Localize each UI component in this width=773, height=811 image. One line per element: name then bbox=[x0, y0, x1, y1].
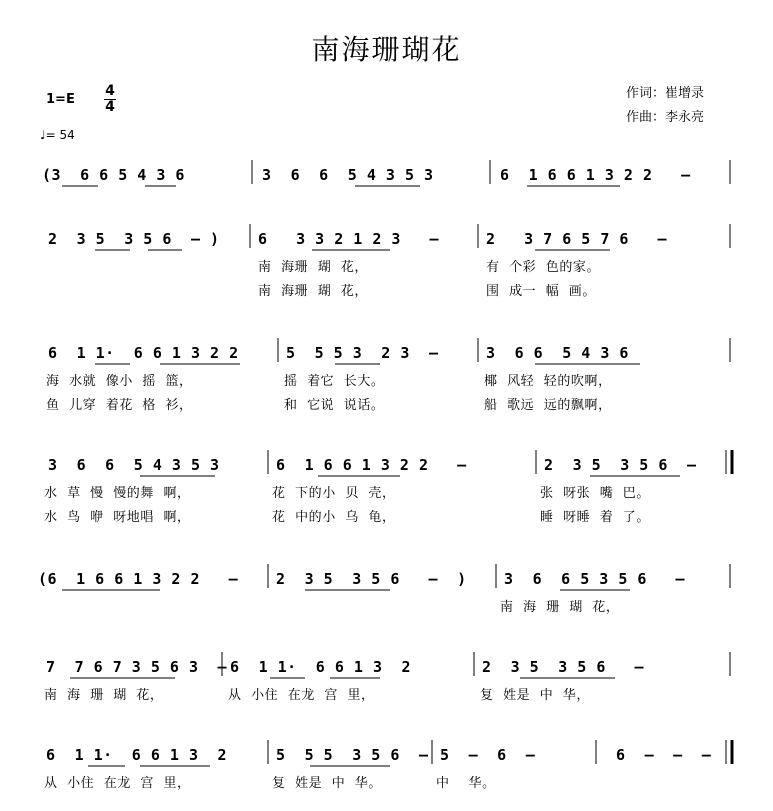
score-row-1 bbox=[0, 150, 773, 210]
measure: 2 3 5 3 5 6 – ) bbox=[48, 230, 220, 248]
lyric-line: 南 海 珊 瑚 花， bbox=[500, 600, 620, 615]
lyric-line: 海 水就 像小 摇 篮， bbox=[46, 374, 193, 389]
measure: 5 5 5 3 5 6 – bbox=[276, 746, 429, 764]
lyric-line: 水 鸟 咿 呀地唱 啊， bbox=[44, 510, 191, 525]
lyric-line: 围 成一 幅 画。 bbox=[486, 284, 596, 299]
time-signature-top: 4 bbox=[105, 83, 115, 99]
measure: 5 5 5 3 2 3 – bbox=[286, 344, 439, 362]
lyric-line: 花 中的小 乌 龟， bbox=[272, 510, 396, 525]
lyric-line: 睡 呀睡 着 了。 bbox=[540, 510, 650, 525]
measure: 2 3 5 3 5 6 – ) bbox=[276, 570, 467, 588]
lyric-line: 复 姓是 中 华。 bbox=[272, 776, 382, 791]
measure: 2 3 5 3 5 6 – bbox=[482, 658, 645, 676]
score-row-5 bbox=[0, 554, 773, 614]
measure: 3 6 6 5 4 3 5 3 bbox=[48, 456, 220, 474]
lyric-line: 船 歌远 远的飘啊， bbox=[484, 398, 612, 413]
measure: (3 6 6 5 4 3 6 bbox=[42, 166, 185, 184]
lyric-line: 南 海珊 瑚 花， bbox=[258, 260, 368, 275]
measure: 6 1 6 6 1 3 2 2 – bbox=[500, 166, 691, 184]
lyric-line: 中 华。 bbox=[436, 776, 496, 791]
score-row-3 bbox=[0, 328, 773, 413]
score-row-7 bbox=[0, 730, 773, 790]
time-signature-bottom: 4 bbox=[105, 99, 115, 115]
time-signature bbox=[104, 85, 116, 114]
measure: 3 6 6 5 3 5 6 – bbox=[504, 570, 686, 588]
measure: 6 – – – bbox=[616, 746, 712, 764]
tempo-marking: ♩= 54 bbox=[40, 128, 75, 142]
key-signature: 1=E bbox=[46, 92, 75, 107]
measure: 6 3 3 2 1 2 3 – bbox=[258, 230, 440, 248]
measure: (6 1 6 6 1 3 2 2 – bbox=[38, 570, 239, 588]
measure: 5 – 6 – bbox=[440, 746, 536, 764]
measure: 3 6 6 5 4 3 6 bbox=[486, 344, 629, 362]
measure: 3 6 6 5 4 3 5 3 bbox=[262, 166, 434, 184]
measure: 7 7 6 7 3 5 6 3 – bbox=[46, 658, 228, 676]
composer-credit: 作曲：李永亮 bbox=[626, 110, 705, 125]
song-title: 南海珊瑚花 bbox=[311, 33, 462, 66]
lyric-line: 从 小住 在龙 宫 里， bbox=[44, 776, 191, 791]
lyric-line: 鱼 儿穿 着花 格 衫， bbox=[46, 398, 193, 413]
lyric-line: 椰 风轻 轻的吹啊， bbox=[484, 374, 612, 389]
measure: 2 3 5 3 5 6 – bbox=[544, 456, 697, 474]
score-row-2 bbox=[0, 214, 773, 299]
measure: 6 1 1· 6 6 1 3 2 2 bbox=[48, 344, 239, 362]
lyric-line: 张 呀张 嘴 巴。 bbox=[540, 486, 650, 501]
score-row-6 bbox=[0, 642, 773, 702]
lyric-line: 水 草 慢 慢的舞 啊， bbox=[44, 486, 191, 501]
lyric-line: 南 海珊 瑚 花， bbox=[258, 284, 368, 299]
score-row-4 bbox=[0, 440, 773, 525]
lyric-line: 和 它说 说话。 bbox=[284, 398, 385, 413]
measure: 2 3 7 6 5 7 6 – bbox=[486, 230, 668, 248]
measure: 6 1 1· 6 6 1 3 2 bbox=[46, 746, 228, 764]
lyric-line: 有 个彩 色的家。 bbox=[486, 260, 601, 275]
lyricist-credit: 作词：崔增录 bbox=[626, 86, 705, 101]
lyric-line: 从 小住 在龙 宫 里， bbox=[228, 688, 375, 703]
lyric-line: 摇 着它 长大。 bbox=[284, 374, 385, 389]
lyric-line: 复 姓是 中 华， bbox=[480, 688, 590, 703]
lyric-line: 南 海 珊 瑚 花， bbox=[44, 688, 164, 703]
measure: 6 1 6 6 1 3 2 2 – bbox=[276, 456, 467, 474]
measure: 6 1 1· 6 6 1 3 2 bbox=[230, 658, 412, 676]
lyric-line: 花 下的小 贝 壳， bbox=[272, 486, 396, 501]
